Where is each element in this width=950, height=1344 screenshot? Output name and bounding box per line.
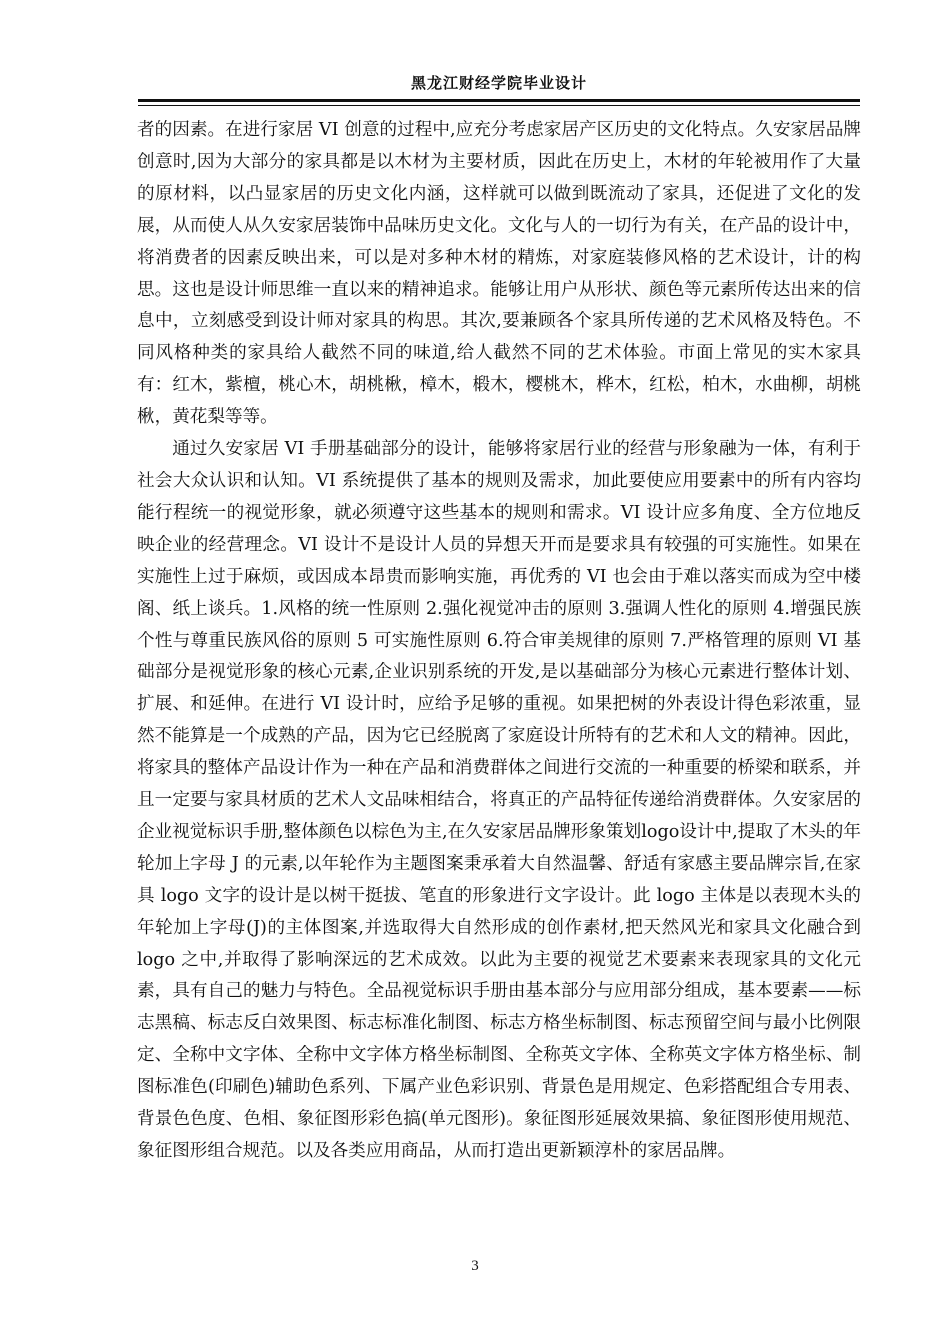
page-number: 3 <box>471 1258 479 1274</box>
paragraph-vi-manual: 通过久安家居 VI 手册基础部分的设计，能够将家居行业的经营与形象融为一体，有利于社会大众认识和认知。VI 系统提供了基本的规则及需求，加此要使应用要素中的所有内容均能行程统一的视觉形象，就必须遵守这些基本的规则和需求。VI 设计应多角度、全方位地反映企业的经营理念。VI 设计不是设计人员的异想天开而是要求具有较强的可实施性。如果在实施性上过于麻烦，或因成本昂贵而影响实施，再优秀的 VI 也会由于难以落实而成为空中楼阁、纸上谈兵。1.风格的统一性原则 2.强化视觉冲击的原则 3.强调人性化的原则 4.增强民族个性与尊重民族风俗的原则 5 可实施性原则 6.符合审美规律的原则 7.严格管理的原则 VI 基础部分是视觉形象的核心元素,企业识别系统的开发,是以基础部分为核心元素进行整体计划、扩展、和延伸。在进行 VI 设计时，应给予足够的重视。如果把树的外表设计得色彩浓重，显然不能算是一个成熟的产品，因为它已经脱离了家庭设计所特有的艺术和人文的精神。因此，将家具的整体产品设计作为一种在产品和消费群体之间进行交流的一种重要的桥梁和联系，并且一定要与家具材质的艺术人文品味相结合，将真正的产品特征传递给消费群体。久安家居的企业视觉标识手册,整体颜色以棕色为主,在久安家居品牌形象策划logo设计中,提取了木头的年轮加上字母 J 的元素,以年轮作为主题图案秉承着大自然温馨、舒适有家感主要品牌宗旨,在家具 logo 文字的设计是以树干挺拔、笔直的形象进行文字设计。此 logo 主体是以表现木头的年轮加上字母(J)的主体图案,并选取得大自然形成的创作素材,把天然风光和家具文化融合到 logo 之中,并取得了影响深远的艺术成效。以此为主要的视觉艺术要素来表现家具的文化元素，具有自己的魅力与特色。全品视觉标识手册由基本部分与应用部分组成，基本要素——标志黑稿、标志反白效果图、标志标准化制图、标志方格坐标制图、标志预留空间与最小比例限定、全称中文字体、全称中文字体方格坐标制图、全称英文字体、全称英文字体方格坐标、制图标准色(印刷色)辅助色系列、下属产业色彩识别、背景色是用规定、色彩搭配组合专用表、背景色色度、色相、象征图形彩色搞(单元图形)。象征图形延展效果搞、象征图形使用规范、象征图形组合规范。以及各类应用商品，从而打造出更新颖淳朴的家居品牌。 <box>137 439 861 1161</box>
body-text <box>137 115 861 1168</box>
header-rule-thick <box>138 99 860 102</box>
header-rule-thin <box>138 105 860 106</box>
page-header-title: 黑龙江财经学院毕业设计 <box>410 74 587 92</box>
paragraph-continuation: 者的因素。在进行家居 VI 创意的过程中,应充分考虑家居产区历史的文化特点。久安家居品牌创意时,因为大部分的家具都是以木材为主要材质，因此在历史上，木材的年轮被用作了大量的原材料，以凸显家居的历史文化内涵，这样就可以做到既流动了家具，还促进了文化的发展，从而使人从久安家居装饰中品味历史文化。文化与人的一切行为有关，在产品的设计中，将消费者的因素反映出来，可以是对多种木材的精炼，对家庭装修风格的艺术设计，计的构思。这也是设计师思维一直以来的精神追求。能够让用户从形状、颜色等元素所传达出来的信息中，立刻感受到设计师对家具的构思。其次,要兼顾各个家具所传递的艺术风格及特色。不同风格种类的家具给人截然不同的味道,给人截然不同的艺术体验。市面上常见的实木家具有：红木，紫檀，桃心木，胡桃楸，樟木，椴木，樱桃木，桦木，红松，柏木，水曲柳，胡桃楸，黄花梨等等。 <box>137 120 861 428</box>
